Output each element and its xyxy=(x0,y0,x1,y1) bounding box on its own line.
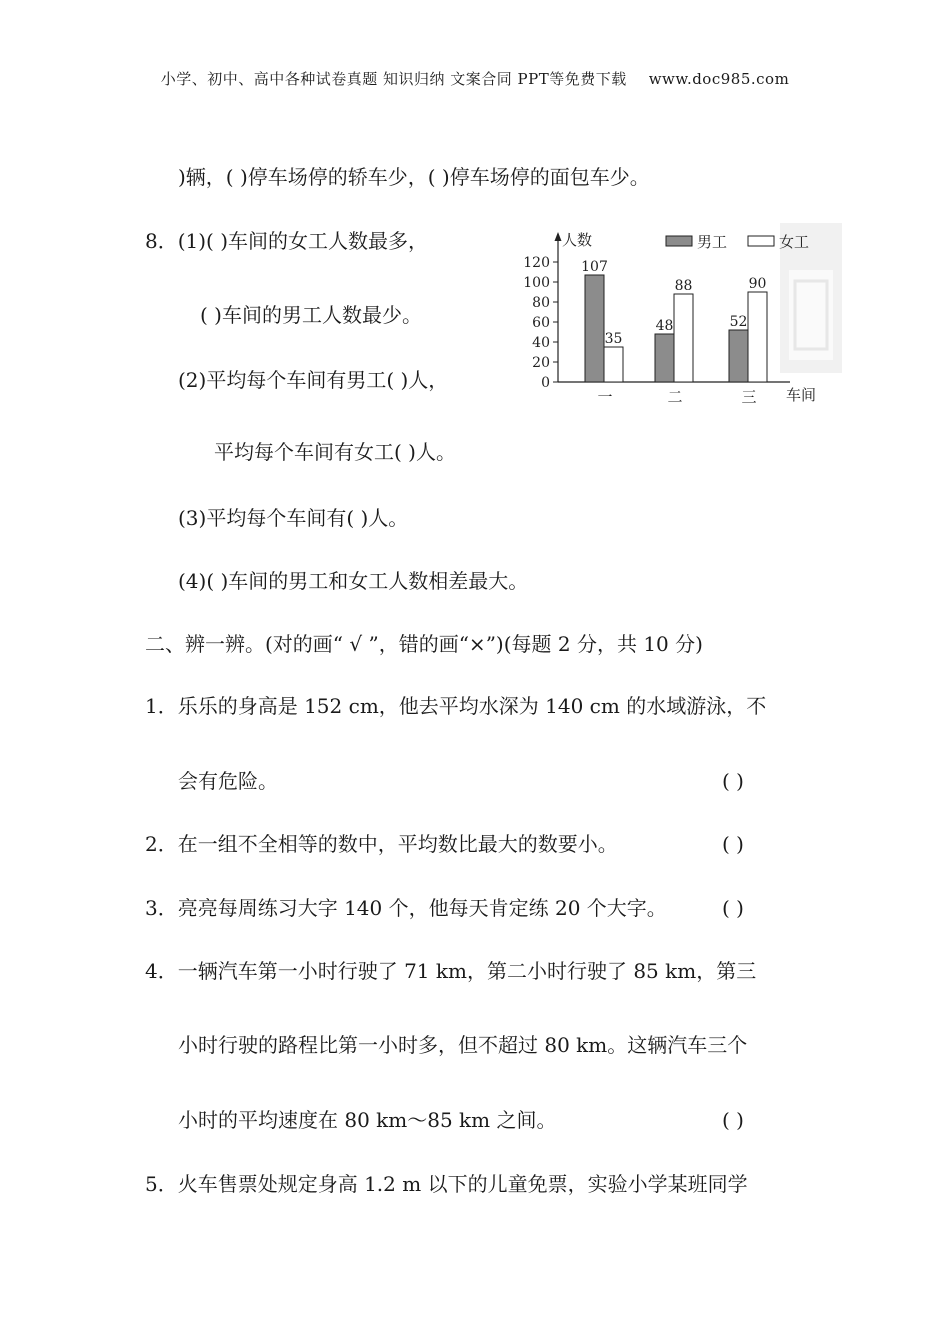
bar xyxy=(748,292,767,382)
item-1-line-a: 1．乐乐的身高是 152 cm，他去平均水深为 140 cm 的水域游泳，不 xyxy=(145,694,767,718)
bar xyxy=(585,275,604,382)
q8-2-line-b: 平均每个车间有女工( )人。 xyxy=(214,440,456,464)
y-tick-label: 40 xyxy=(532,335,550,351)
legend-label: 男工 xyxy=(697,233,728,251)
bar-value-label: 48 xyxy=(655,318,674,334)
bar-value-label: 107 xyxy=(581,259,608,275)
x-tick-label: 二 xyxy=(667,388,683,406)
y-tick-label: 100 xyxy=(523,275,550,291)
bar-value-label: 88 xyxy=(674,278,693,294)
y-tick-label: 80 xyxy=(532,295,550,311)
bar xyxy=(604,347,623,382)
line-l0: )辆，( )停车场停的轿车少，( )停车场停的面包车少。 xyxy=(178,165,650,189)
item-3-line: 3．亮亮每周练习大字 140 个，他每天肯定练 20 个大字。 xyxy=(145,896,667,920)
answer-paren-1: ( ) xyxy=(722,769,744,793)
bar-value-label: 52 xyxy=(729,314,748,330)
y-axis-label: 人数 xyxy=(562,231,593,249)
legend-swatch xyxy=(666,236,692,246)
page-header xyxy=(0,68,950,89)
q8-2-line-a: (2)平均每个车间有男工( )人， xyxy=(178,368,449,392)
y-tick-label: 20 xyxy=(532,355,550,371)
item-4-line-c: 小时的平均速度在 80 km～85 km 之间。 xyxy=(178,1108,557,1132)
workshop-bar-chart xyxy=(500,222,845,412)
item-4-line-b: 小时行驶的路程比第一小时多，但不超过 80 km。这辆汽车三个 xyxy=(178,1033,748,1057)
bar-value-label: 35 xyxy=(604,331,623,347)
item-5-line-a: 5．火车售票处规定身高 1.2 m 以下的儿童免票，实验小学某班同学 xyxy=(145,1172,748,1196)
q8-4-line: (4)( )车间的男工和女工人数相差最大。 xyxy=(178,569,529,593)
answer-paren-3: ( ) xyxy=(722,896,744,920)
answer-paren-4: ( ) xyxy=(722,1108,744,1132)
legend-swatch xyxy=(748,236,774,246)
x-axis-label: 车间 xyxy=(786,386,817,404)
item-2-line: 2．在一组不全相等的数中，平均数比最大的数要小。 xyxy=(145,832,618,856)
y-tick-label: 120 xyxy=(523,255,550,271)
x-tick-label: 三 xyxy=(741,388,757,406)
legend-label: 女工 xyxy=(779,233,810,251)
y-axis-arrow xyxy=(555,232,562,241)
section-2-title: 二、辨一辨。(对的画“ √ ”，错的画“×”)(每题 2 分，共 10 分) xyxy=(145,632,703,656)
header-text: 小学、初中、高中各种试卷真题 知识归纳 文案合同 PPT等免费下载 xyxy=(160,70,627,88)
answer-paren-2: ( ) xyxy=(722,832,744,856)
y-tick-label: 0 xyxy=(541,375,550,391)
item-4-line-a: 4．一辆汽车第一小时行驶了 71 km，第二小时行驶了 85 km，第三 xyxy=(145,959,757,983)
bar xyxy=(655,334,674,382)
x-tick-label: 一 xyxy=(597,388,613,406)
item-1-line-b: 会有危险。 xyxy=(178,769,278,793)
bar xyxy=(674,294,693,382)
bar xyxy=(729,330,748,382)
y-tick-label: 60 xyxy=(532,315,550,331)
bar-value-label: 90 xyxy=(748,276,767,292)
header-url: www.doc985.com xyxy=(648,70,790,88)
q8-1-line-a: 8．(1)( )车间的女工人数最多， xyxy=(145,229,429,253)
q8-3-line: (3)平均每个车间有( )人。 xyxy=(178,506,409,530)
chart-legend xyxy=(666,233,809,251)
q8-1-line-b: ( )车间的男工人数最少。 xyxy=(200,303,422,327)
